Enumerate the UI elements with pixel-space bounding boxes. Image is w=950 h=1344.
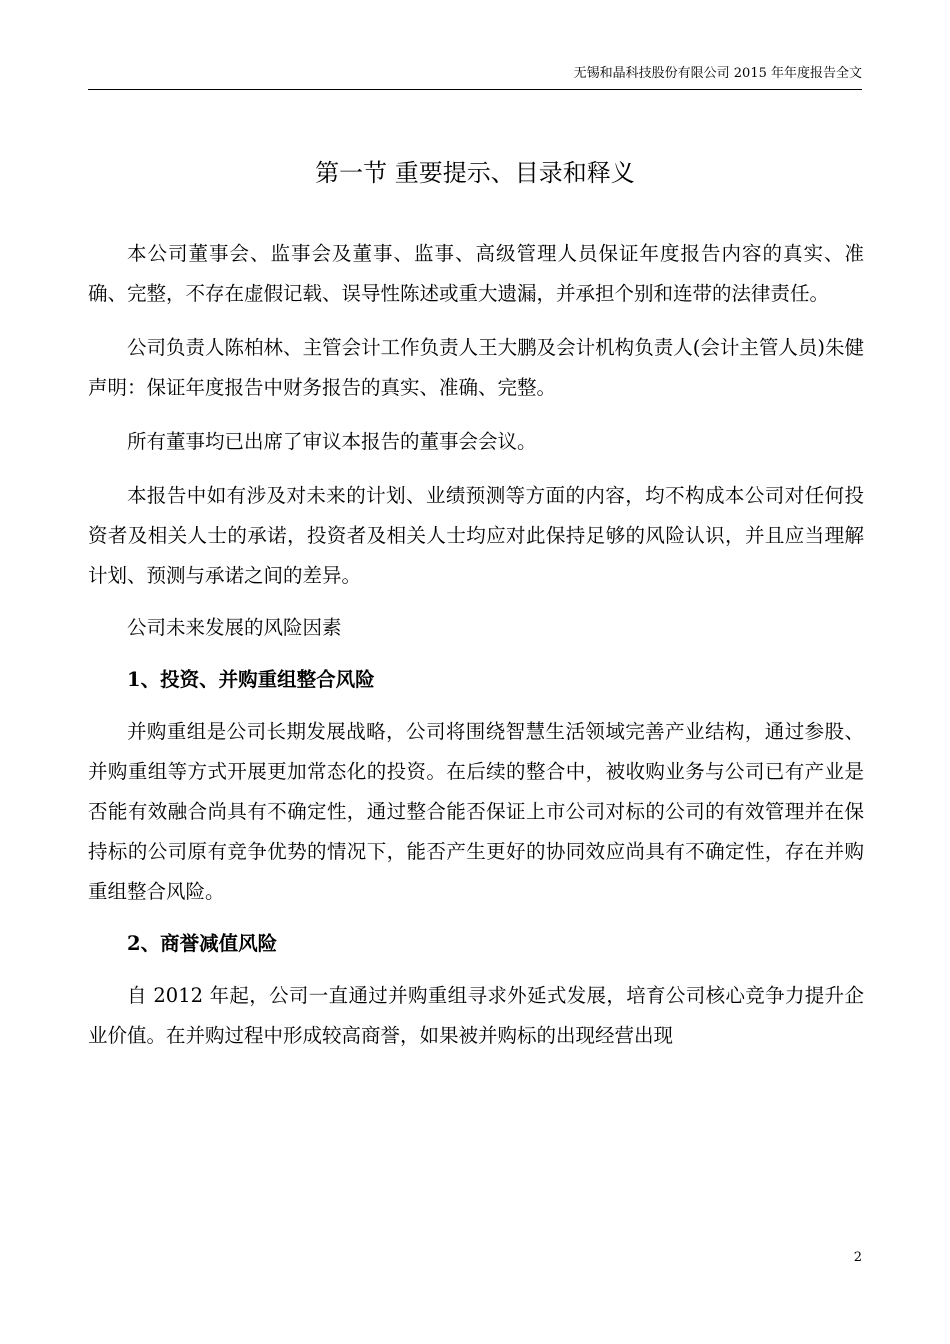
paragraph-goodwill-impairment-risk: 自 2012 年起，公司一直通过并购重组寻求外延式发展，培育公司核心竞争力提升企业价值。在并购过程中形成较高商誉，如果被并购标的出现经营出现 bbox=[88, 984, 864, 1047]
paragraph-financial-declaration: 公司负责人陈柏林、主管会计工作负责人王大鹏及会计机构负责人(会计主管人员)朱健声明：保证年度报告中财务报告的真实、准确、完整。 bbox=[88, 336, 864, 399]
header-report-title: 无锡和晶科技股份有限公司 2015 年年度报告全文 bbox=[573, 66, 862, 81]
document-body bbox=[88, 234, 864, 1056]
paragraph-responsibility-statement: 本公司董事会、监事会及董事、监事、高级管理人员保证年度报告内容的真实、准确、完整，不存在虚假记载、误导性陈述或重大遗漏，并承担个别和连带的法律责任。 bbox=[88, 242, 864, 305]
page-header bbox=[88, 62, 862, 90]
paragraph-risk-factors-intro: 公司未来发展的风险因素 bbox=[127, 616, 342, 639]
paragraph-ma-integration-risk: 并购重组是公司长期发展战略，公司将围绕智慧生活领域完善产业结构，通过参股、并购重组等方式开展更加常态化的投资。在后续的整合中，被收购业务与公司已有产业是否能有效融合尚具有不确定性，通过整合能否保证上市公司对标的公司的有效管理并在保持标的公司原有竞争优势的情况下，能否产生更好的协同效应尚具有不确定性，存在并购重组整合风险。 bbox=[88, 720, 864, 903]
paragraph-directors-attendance: 所有董事均已出席了审议本报告的董事会会议。 bbox=[127, 430, 537, 453]
section-title: 第一节 重要提示、目录和释义 bbox=[315, 159, 635, 187]
heading-goodwill-impairment-risk: 2、商誉减值风险 bbox=[127, 932, 278, 955]
page-number: 2 bbox=[853, 1250, 862, 1265]
paragraph-forward-looking-disclaimer: 本报告中如有涉及对未来的计划、业绩预测等方面的内容，均不构成本公司对任何投资者及相关人士的承诺，投资者及相关人士均应对此保持足够的风险认识，并且应当理解计划、预测与承诺之间的差异。 bbox=[88, 484, 864, 587]
heading-ma-integration-risk: 1、投资、并购重组整合风险 bbox=[127, 668, 375, 691]
